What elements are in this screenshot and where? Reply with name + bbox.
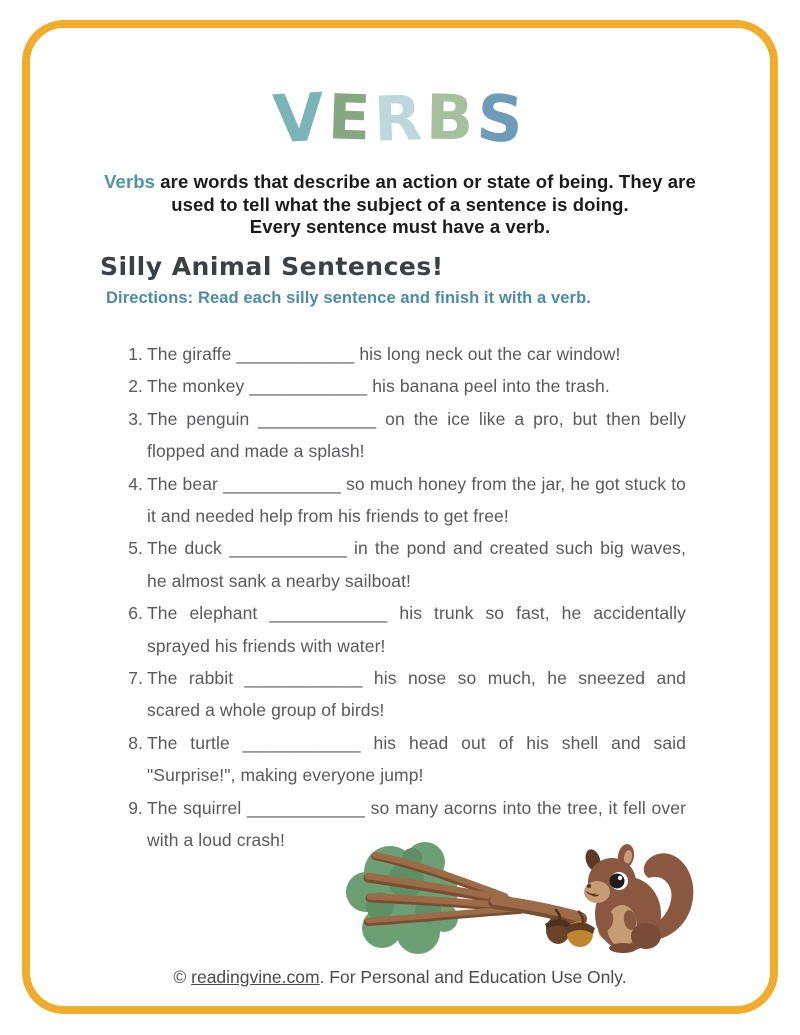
intro-line-1: [70, 171, 730, 194]
footer-copyright: [0, 967, 800, 988]
title-letter-v: V: [270, 78, 330, 159]
sentence-item-6: [129, 597, 686, 662]
section-heading: Silly Animal Sentences!: [100, 252, 444, 281]
sentence-number: 6.: [128, 603, 143, 624]
sentence-item-7: [129, 662, 686, 727]
page-title: [0, 78, 800, 159]
sentence-item-4: [129, 468, 686, 533]
intro-line-3: Every sentence must have a verb.: [249, 216, 551, 237]
sentence-number: 2.: [128, 376, 143, 397]
sentence-text: The penguin ____________ on the ice like a pro, but then belly flopped and made a splash!: [147, 408, 686, 462]
sentence-number: 1.: [128, 344, 143, 364]
sentence-item-2: [129, 370, 686, 402]
intro-highlight-word: Verbs: [104, 171, 156, 192]
title-letter-e: E: [326, 80, 376, 155]
intro-line-1-rest: are words that describe an action or state of being. They are: [155, 171, 696, 192]
sentence-number: 8.: [128, 732, 143, 753]
title-letter-s: S: [474, 81, 530, 159]
directions-text: Directions: Read each silly sentence and finish it with a verb.: [106, 289, 591, 307]
squirrel-icon: [583, 843, 693, 953]
footer-link[interactable]: readingvine.com: [191, 967, 320, 987]
title-letter-b: B: [425, 80, 478, 155]
sentence-text: The rabbit ____________ his nose so much, he sneezed and scared a whole group of birds!: [147, 668, 686, 721]
sentence-text: The giraffe ____________ his long neck out the car window!: [147, 344, 621, 364]
sentence-text: The turtle ____________ his head out of his shell and said "Surprise!", making everyone jump!: [147, 732, 686, 786]
sentence-text: The bear ____________ so much honey from the jar, he got stuck to it and needed help from his friends to get free!: [147, 473, 686, 527]
intro-line-2: used to tell what the subject of a sentence is doing.: [171, 193, 629, 215]
sentence-number: 7.: [128, 668, 143, 689]
sentence-item-1: [129, 338, 686, 370]
sentence-text: The squirrel ____________ so many acorns into the tree, it fell over with a loud crash!: [147, 797, 686, 851]
sentence-item-5: [129, 532, 686, 597]
sentence-item-8: [129, 727, 686, 792]
sentence-number: 4.: [128, 473, 143, 494]
fallen-tree-squirrel-illustration: [340, 840, 700, 970]
title-letter-r: R: [372, 81, 428, 156]
sentence-list: [129, 338, 686, 857]
sentence-text: The elephant ____________ his trunk so fast, he accidentally sprayed his friends with water!: [147, 603, 686, 656]
sentence-number: 5.: [128, 538, 143, 559]
footer-suffix: . For Personal and Education Use Only.: [319, 967, 627, 987]
intro-paragraph: [70, 171, 730, 239]
sentence-text: The monkey ____________ his banana peel into the trash.: [147, 376, 610, 397]
sentence-number: 9.: [128, 797, 143, 818]
footer-prefix: ©: [173, 967, 192, 987]
sentence-item-3: [129, 403, 686, 468]
sentence-text: The duck ____________ in the pond and created such big waves, he almost sank a nearby sailboat!: [147, 538, 686, 591]
sentence-number: 3.: [128, 408, 143, 429]
